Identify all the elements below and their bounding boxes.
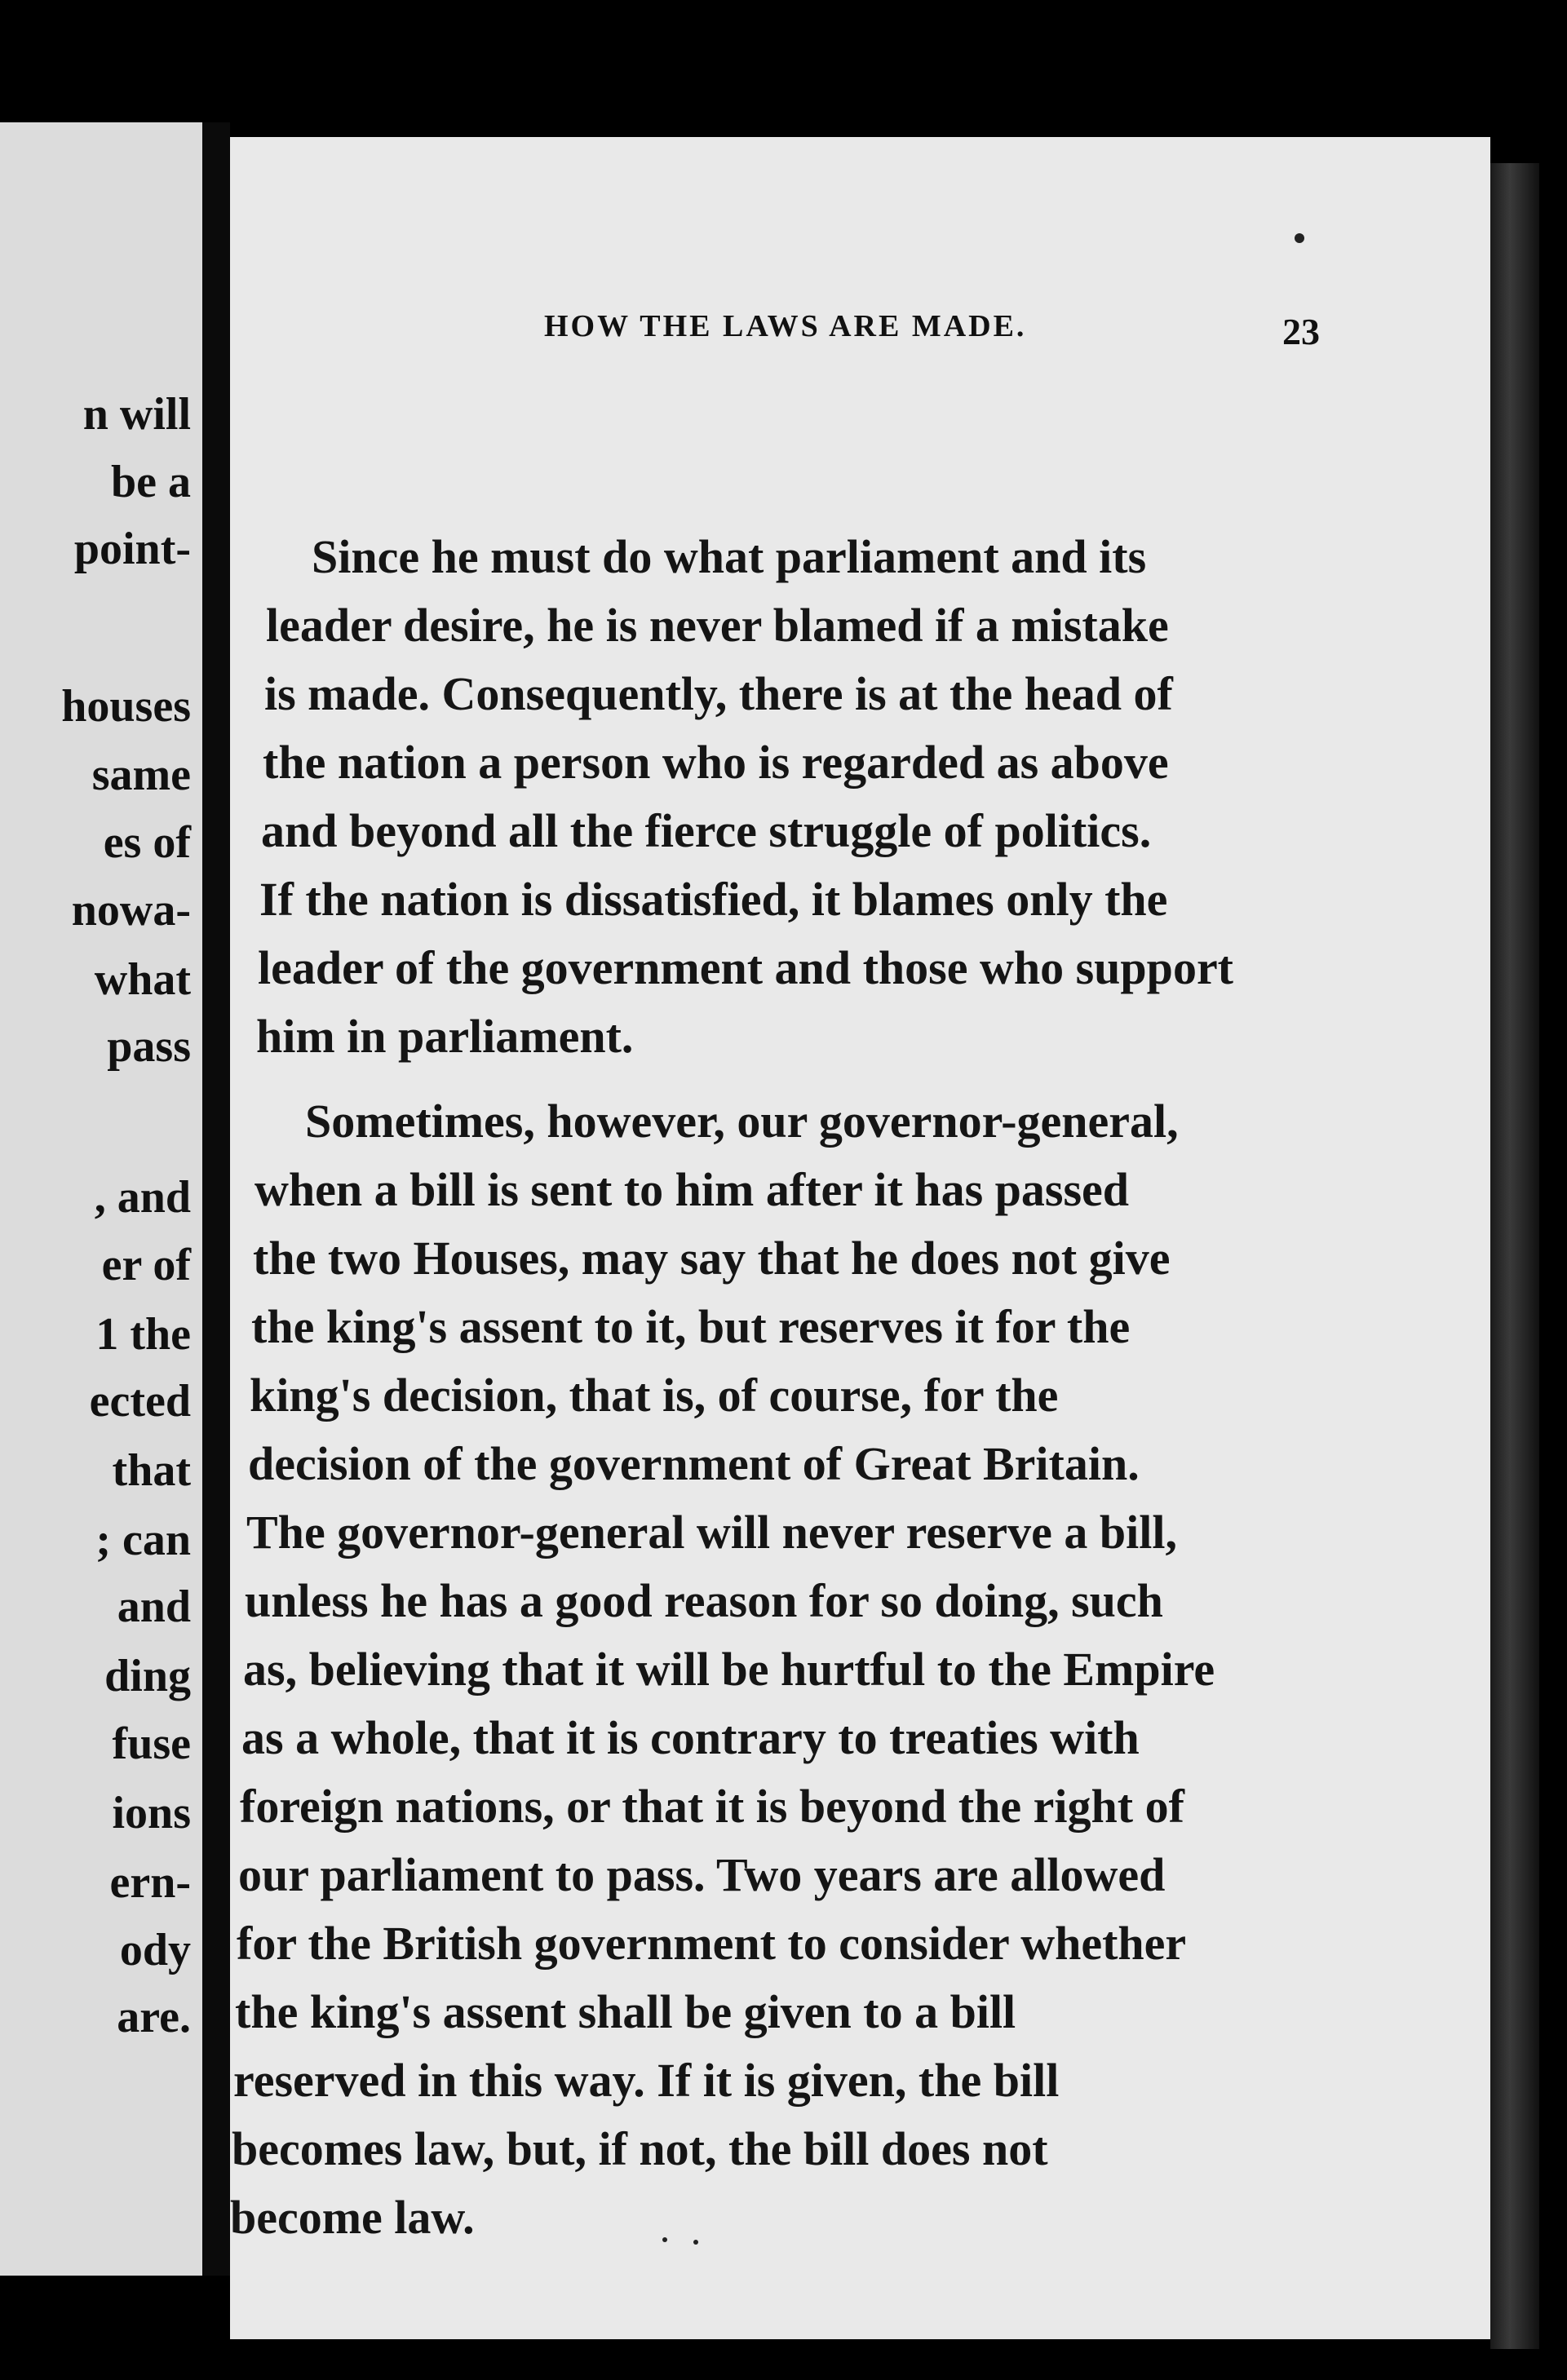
text-line: The governor-general will never reserve a bill, <box>246 1506 1177 1559</box>
text-line: is made. Consequently, there is at the head of <box>264 667 1173 720</box>
text-line: as a whole, that it is contrary to treaties with <box>241 1711 1140 1764</box>
left-line: es of <box>103 817 191 868</box>
text-line: and beyond all the fierce struggle of politics. <box>261 804 1152 857</box>
text-line: king's decision, that is, of course, for the <box>250 1369 1059 1422</box>
text-line: becomes law, but, if not, the bill does not <box>232 2122 1048 2175</box>
text-line: unless he has a good reason for so doing, such <box>245 1574 1163 1627</box>
left-line: ern- <box>109 1857 191 1908</box>
left-line: what <box>94 954 191 1005</box>
left-line: n will <box>82 389 191 440</box>
text-line: reserved in this way. If it is given, the bill <box>233 2054 1060 2107</box>
text-line: If the nation is dissatisfied, it blames only the <box>259 873 1168 926</box>
text-line: when a bill is sent to him after it has passed <box>255 1163 1130 1216</box>
left-line: 1 the <box>95 1309 191 1360</box>
speck <box>693 2240 698 2245</box>
left-line: same <box>91 750 191 800</box>
text-line: become law. <box>230 2191 475 2244</box>
text-line: the king's assent shall be given to a bill <box>235 1985 1016 2038</box>
text-line: Since he must do what parliament and its <box>312 530 1147 583</box>
right-page <box>230 137 1490 2339</box>
left-line: are. <box>117 1992 191 2042</box>
left-line: er of <box>101 1240 191 1290</box>
left-line: ected <box>89 1376 191 1427</box>
text-line: our parliament to pass. Two years are allowed <box>238 1848 1166 1901</box>
page-edge <box>1490 163 1539 2349</box>
left-line: , and <box>94 1172 191 1223</box>
text-line: leader desire, he is never blamed if a mistake <box>266 599 1169 652</box>
text-line: decision of the government of Great Britain. <box>248 1437 1140 1490</box>
left-page-fragment <box>0 122 202 2276</box>
left-line: ody <box>119 1925 191 1975</box>
text-line: for the British government to consider whether <box>237 1917 1187 1970</box>
left-line: pass <box>107 1021 191 1072</box>
text-line: Sometimes, however, our governor-general, <box>305 1095 1179 1148</box>
speck <box>662 2237 667 2242</box>
text-line: as, believing that it will be hurtful to the Empire <box>243 1643 1215 1696</box>
left-line: point- <box>73 524 191 574</box>
left-line: ; can <box>95 1515 191 1565</box>
text-line: leader of the government and those who support <box>258 941 1233 994</box>
left-line: nowa- <box>71 885 191 936</box>
left-line: and <box>117 1582 191 1632</box>
left-line: be a <box>111 457 191 507</box>
running-head: HOW THE LAWS ARE MADE. <box>544 309 1027 343</box>
text-line: him in parliament. <box>256 1010 634 1063</box>
left-line: ions <box>112 1788 191 1838</box>
text-line: the nation a person who is regarded as above <box>263 736 1169 789</box>
text-line: the king's assent to it, but reserves it for the <box>251 1300 1131 1353</box>
left-line: ding <box>104 1651 191 1701</box>
page-number: 23 <box>1282 311 1320 352</box>
speck <box>1295 233 1304 243</box>
book-gutter <box>202 122 230 2276</box>
text-line: the two Houses, may say that he does not give <box>253 1232 1171 1285</box>
left-line: that <box>112 1445 191 1496</box>
text-line: foreign nations, or that it is beyond the right of <box>240 1780 1184 1833</box>
left-line: fuse <box>112 1719 191 1769</box>
left-line: houses <box>61 681 191 732</box>
